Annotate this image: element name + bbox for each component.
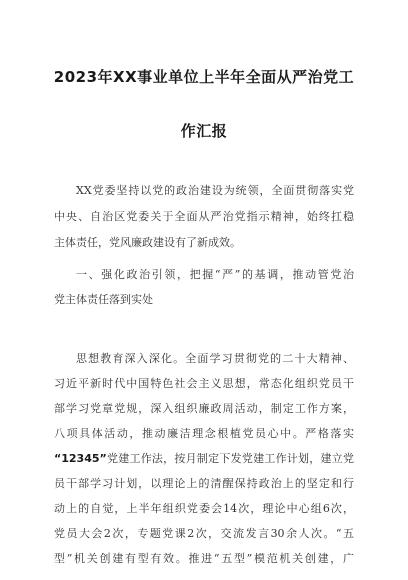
body-line: 员干部学习计划，以理论上的清醒保持政治上的坚定和行 bbox=[54, 477, 354, 490]
intro-line: 主体责任，党风廉政建设有了新成效。 bbox=[54, 236, 241, 249]
count-value: 30 bbox=[270, 527, 285, 540]
body-text: 党建工作法，按月制定下发党建工作计划，建立党 bbox=[106, 452, 354, 465]
body-text: 党员大会 bbox=[54, 527, 104, 540]
count-value: 6 bbox=[322, 502, 330, 515]
intro-line: XX党委坚持以党的政治建设为统领，全面贯彻落实党 bbox=[76, 184, 354, 197]
body-line: 思想教育深入深化。全面学习贯彻党的二十大精神、 bbox=[76, 352, 354, 365]
method-name: “12345” bbox=[54, 452, 107, 465]
body-text: 余人次。“五 bbox=[284, 527, 355, 540]
body-text: 次，专题党课 bbox=[110, 527, 188, 540]
body-line: 八项具体活动，推动廉洁理念根植党员心中。严格落实 bbox=[54, 427, 354, 440]
body-line: 型”机关创建有型有效。推进“五型”模范机关创建，广 bbox=[54, 552, 354, 565]
count-value: 14 bbox=[223, 502, 238, 515]
body-line bbox=[54, 500, 354, 516]
body-line bbox=[54, 450, 354, 466]
body-line: 部学习党章党规，深入组织廉政周活动，制定工作方案， bbox=[54, 402, 354, 415]
section-heading-line: 党主体责任落到实处 bbox=[54, 293, 153, 306]
body-text: 次，理论中心组 bbox=[237, 502, 323, 515]
body-line bbox=[54, 525, 354, 541]
document-title-line-2: 作汇报 bbox=[180, 122, 228, 140]
count-value: 2 bbox=[187, 527, 195, 540]
section-heading-line: 一、强化政治引领，把握“严”的基调，推动管党治 bbox=[76, 268, 354, 281]
body-text: 次，交流发言 bbox=[194, 527, 271, 540]
document-title-line-1: 2023年XX事业单位上半年全面从严治党工 bbox=[53, 68, 355, 86]
body-text: 动上的自觉，上半年组织党委会 bbox=[54, 502, 224, 515]
intro-line: 中央、自治区党委关于全面从严治党指示精神，始终扛稳 bbox=[54, 210, 354, 223]
body-text: 次， bbox=[329, 502, 355, 515]
count-value: 2 bbox=[103, 527, 111, 540]
body-line: 习近平新时代中国特色社会主义思想，常态化组织党员干 bbox=[54, 377, 354, 390]
